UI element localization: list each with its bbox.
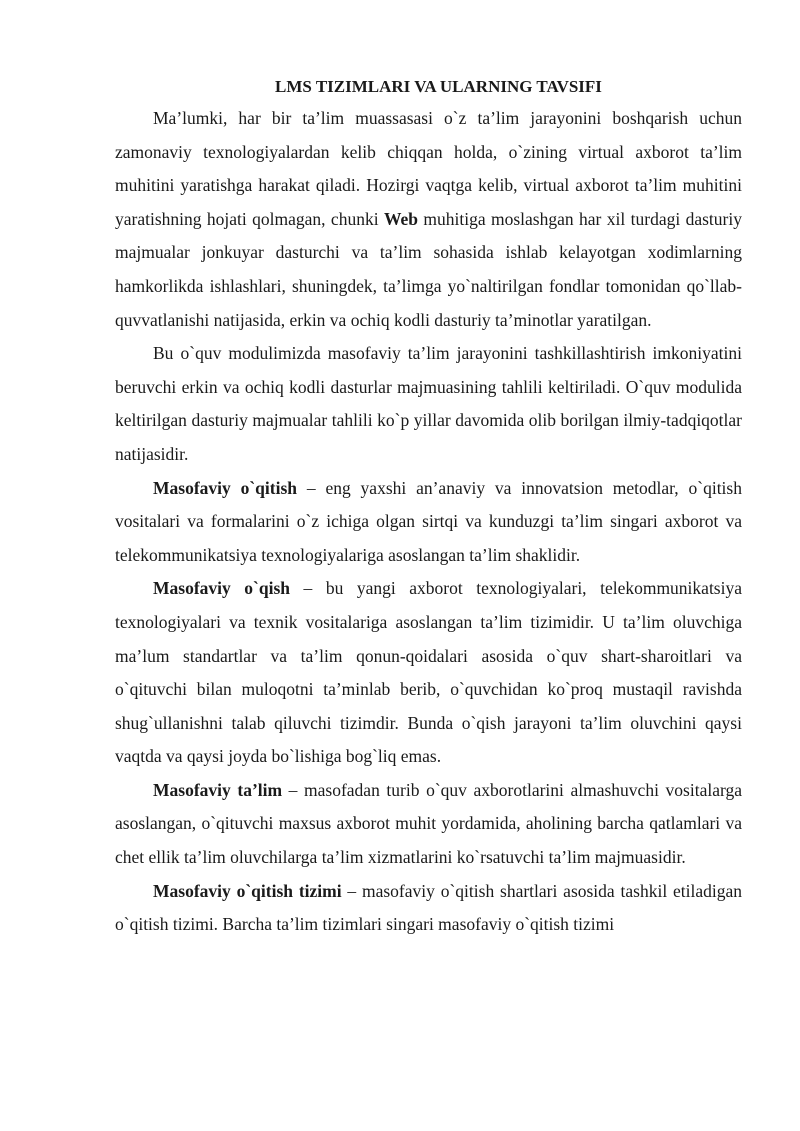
definition-text: – eng yaxshi an’anaviy va innovatsion metodlar, o`qitish vositalari va formalarini o`z ichiga olgan sirtqi va kunduzgi ta’lim singari axborot va telekommunikatsiya texnologiyalariga asoslangan ta’lim shaklidir. <box>115 477 742 565</box>
term-web: Web <box>383 208 418 229</box>
definition-term: Masofaviy o`qitish <box>153 477 298 498</box>
definition-masofaviy-oqish <box>115 572 742 774</box>
page-title: LMS TIZIMLARI VA ULARNING TAVSIFI <box>275 77 602 96</box>
paragraph-intro <box>115 102 742 337</box>
definition-term: Masofaviy o`qish <box>153 578 291 599</box>
paragraph-intro-text-a: Ma’lumki, har bir ta’lim muassasasi o`z ta’lim jarayonini boshqarish uchun zamonaviy texnologiyalardan kelib chiqqan holda, o`zining virtual axborot ta’lim muhitini yaratishga harakat qiladi. Hozirgi vaqtga kelib, virtual axborot ta’lim muhitini yaratishning hojati qolmagan, chunki <box>115 108 742 229</box>
definition-masofaviy-talim <box>115 774 742 875</box>
definition-masofaviy-oqitish-tizimi <box>115 875 742 942</box>
definition-masofaviy-oqitish <box>115 472 742 573</box>
definition-text: – masofaviy o`qitish shartlari asosida tashkil etiladigan o`qitish tizimi. Barcha ta’lim tizimlari singari masofaviy o`qitish tizimi <box>115 880 743 935</box>
definition-term: Masofaviy ta’lim <box>153 779 283 800</box>
definition-term: Masofaviy o`qitish tizimi <box>153 880 342 901</box>
paragraph-module: Bu o`quv modulimizda masofaviy ta’lim jarayonini tashkillashtirish imkoniyatini beruvchi erkin va ochiq kodli dasturlar majmuasining tahlili keltiriladi. O`quv modulida keltirilgan dasturiy majmualar tahlili ko`p yillar davomida olib borilgan ilmiy-tadqiqotlar natijasidir. <box>115 343 742 464</box>
paragraph-intro-text-c: muhitiga moslashgan har xil turdagi dasturiy majmualar jonkuyar dasturchi va ta’lim sohasida ishlab kelayotgan xodimlarning hamkorlikda ishlashlari, shuningdek, ta’limga yo`naltirilgan fondlar tomonidan qo`llab-quvvatlanishi natijasida, erkin va ochiq kodli dasturiy ta’minotlar yaratilgan. <box>115 208 742 330</box>
definition-text: – bu yangi axborot texnologiyalari, telekommunikatsiya texnologiyalari va texnik vositalariga asoslangan ta’lim tizimidir. U ta’lim oluvchiga ma’lum standartlar va ta’lim qonun-qoidalari asosida o`quv shart-sharoitlari va o`qituvchi bilan muloqotni ta’minlab berib, o`quvchidan ko`proq mustaqil ravishda shug`ullanishni talab qiluvchi tizimdir. Bunda o`qish jarayoni ta’lim oluvchini qaysi vaqtda va qaysi joyda bo`lishiga bog`liq emas. <box>115 578 742 767</box>
definition-text: – masofadan turib o`quv axborotlarini almashuvchi vositalarga asoslangan, o`qituvchi maxsus axborot muhit yordamida, aholining barcha qatlamlari va chet ellik ta’lim oluvchilarga ta’lim xizmatlarini ko`rsatuvchi ta’lim majmuasidir. <box>115 779 742 868</box>
